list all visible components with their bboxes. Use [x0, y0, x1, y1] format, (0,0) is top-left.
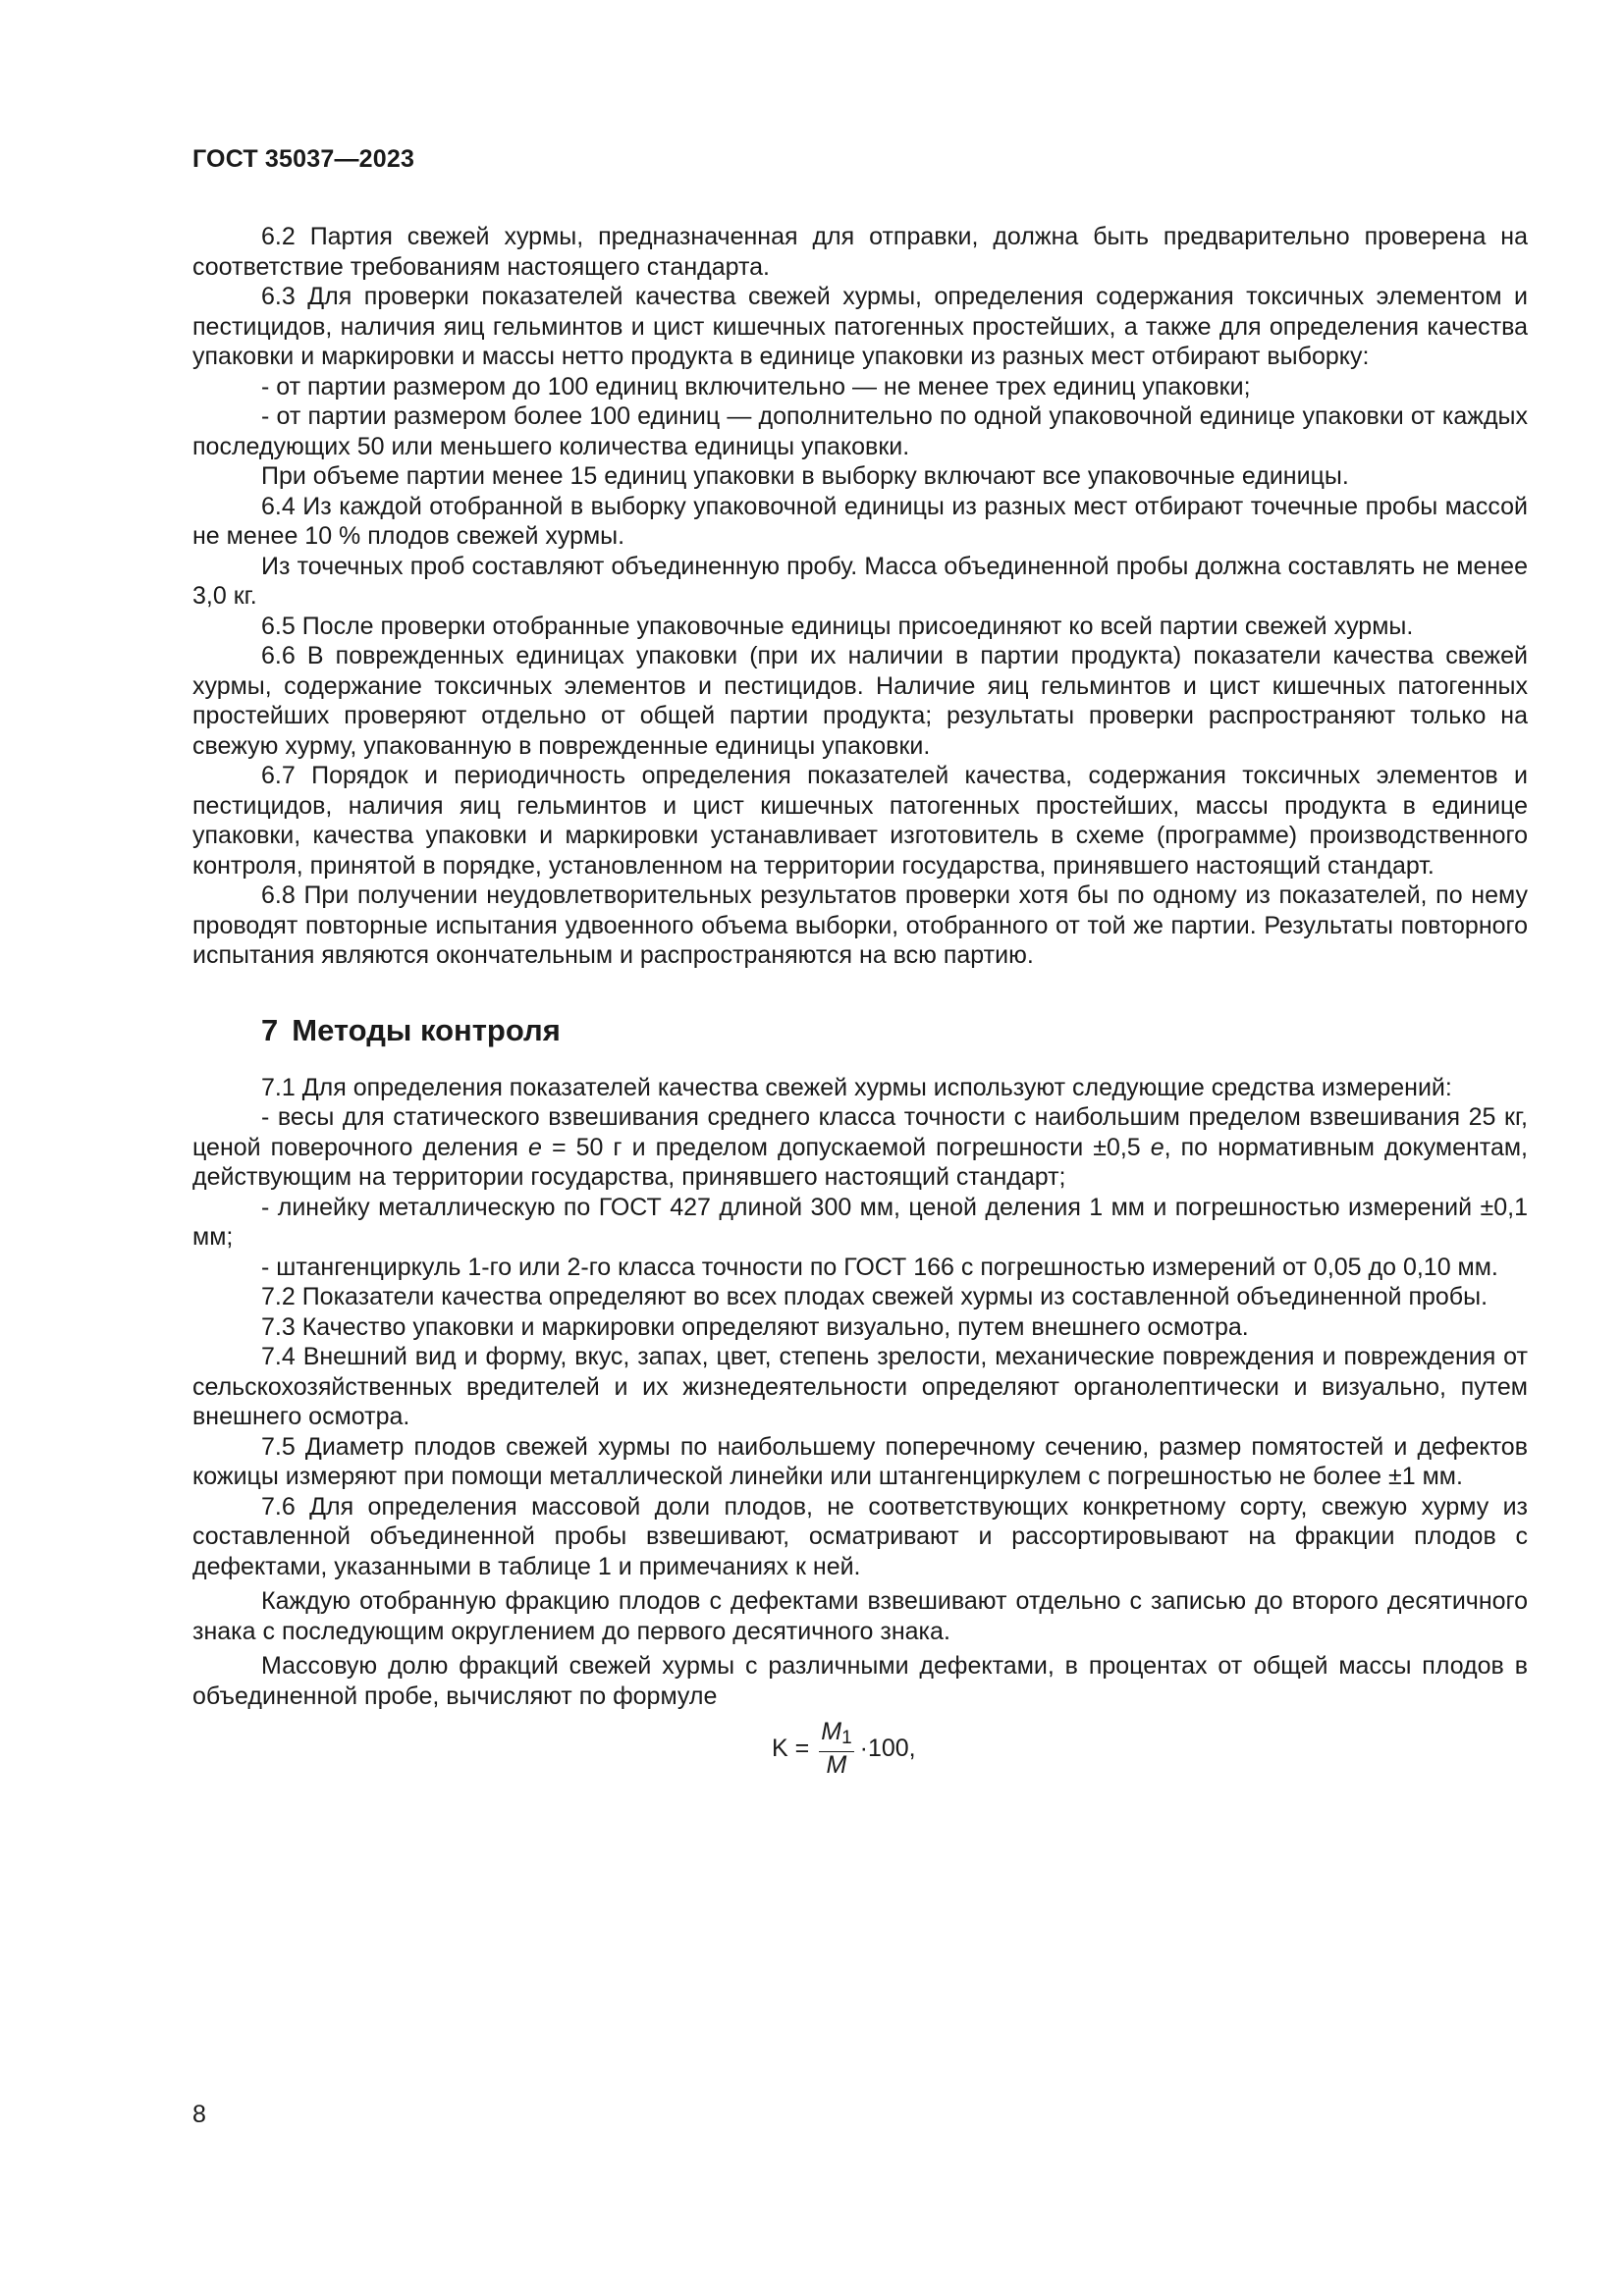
paragraph: 6.6 В поврежденных единицах упаковки (при их наличии в партии продукта) показатели качества свежей хурмы, содержание токсичных элементов и пестицидов. Наличие яиц гельминтов и цист кишечных патогенных простейших проверяют отдельно от общей партии продукта; результаты проверки распространяют только на свежую хурму, упакованную в поврежденные единицы упаковки.	[192, 642, 1528, 760]
list-item-scales: - весы для статического взвешивания среднего класса точности с наибольшим пределом взвешивания 25 кг, ценой поверочного деления е = 50 г и пределом допускаемой погрешности ±0,5 е, по нормативным документам, действующим на территории государства, принявшего настоящий стандарт;	[192, 1103, 1528, 1191]
paragraph: 7.5 Диаметр плодов свежей хурмы по наибольшему поперечному сечению, размер помятостей и дефектов кожицы измеряют при помощи металлической линейки или штангенциркулем с погрешностью не более ±1 мм.	[192, 1432, 1528, 1490]
paragraph: 6.4 Из каждой отобранной в выборку упаковочной единицы из разных мест отбирают точечные пробы массой не менее 10 % плодов свежей хурмы.	[192, 492, 1528, 550]
paragraph: 6.7 Порядок и периодичность определения показателей качества, содержания токсичных элементов и пестицидов, наличия яиц гельминтов и цист кишечных патогенных простейших, массы продукта в единице упаковки, качества упаковки и маркировки устанавливает изготовитель в схеме (программе) производственного контроля, принятой в порядке, установленном на территории государства, принявшего настоящий стандарт.	[192, 762, 1528, 880]
paragraph: 7.3 Качество упаковки и маркировки определяют визуально, путем внешнего осмотра.	[261, 1312, 1249, 1341]
paragraph: 7.6 Для определения массовой доли плодов, не соответствующих конкретному сорту, свежую хурму из составленной объединенной пробы взвешивают, осматривают и рассортировывают на фракции плодов с дефектами, указанными в таблице 1 и примечаниях к ней.	[192, 1492, 1528, 1580]
list-item: - штангенциркуль 1-го или 2-го класса точности по ГОСТ 166 с погрешностью измерений от 0,05 до 0,10 мм.	[261, 1253, 1498, 1281]
paragraph: 7.1 Для определения показателей качества свежей хурмы используют следующие средства измерений:	[261, 1073, 1452, 1101]
paragraph: При объеме партии менее 15 единиц упаковки в выборку включают все упаковочные единицы.	[261, 462, 1349, 490]
document-code-header: ГОСТ 35037—2023	[192, 145, 415, 173]
paragraph: 6.3 Для проверки показателей качества свежей хурмы, определения содержания токсичных элементом и пестицидов, наличия яиц гельминтов и цист кишечных патогенных простейших, а также для определения качества упаковки и маркировки и массы нетто продукта в единице упаковки из разных мест отбирают выборку:	[192, 283, 1528, 370]
paragraph: Массовую долю фракций свежей хурмы с различными дефектами, в процентах от общей массы плодов в объединенной пробе, вычисляют по формуле	[192, 1652, 1528, 1710]
page-number: 8	[192, 2101, 206, 2128]
paragraph: 6.5 После проверки отобранные упаковочные единицы присоединяют ко всей партии свежей хурмы.	[261, 612, 1414, 640]
formula-lhs: K =	[772, 1734, 810, 1762]
formula	[192, 1711, 1528, 1789]
paragraph: 7.2 Показатели качества определяют во всех плодах свежей хурмы из составленной объединенной пробы.	[261, 1283, 1489, 1310]
paragraph: 6.2 Партия свежей хурмы, предназначенная для отправки, должна быть предварительно проверена на соответствие требованиям настоящего стандарта.	[192, 223, 1528, 281]
section-heading	[261, 1014, 1528, 1047]
paragraph: 6.8 При получении неудовлетворительных результатов проверки хотя бы по одному из показателей, по нему проводят повторные испытания удвоенного объема выборки, отобранного от той же партии. Результаты повторного испытания являются окончательным и распространяются на всю партию.	[192, 881, 1528, 969]
formula-rhs: ·100,	[859, 1734, 916, 1762]
list-item: - от партии размером более 100 единиц — дополнительно по одной упаковочной единице упаковки от каждых последующих 50 или меньшего количества единицы упаковки.	[192, 402, 1528, 460]
paragraph: Из точечных проб составляют объединенную пробу. Масса объединенной пробы должна составлять не менее 3,0 кг.	[192, 552, 1528, 610]
list-item: - от партии размером до 100 единиц включительно — не менее трех единиц упаковки;	[261, 372, 1251, 400]
paragraph: Каждую отобранную фракцию плодов с дефектами взвешивают отдельно с записью до второго десятичного знака с последующим округлением до первого десятичного знака.	[192, 1587, 1528, 1645]
list-item: - линейку металлическую по ГОСТ 427 длиной 300 мм, ценой деления 1 мм и погрешностью измерений ±0,1 мм;	[192, 1193, 1528, 1251]
formula-fraction: $\frac{M_1}{M}$	[821, 1718, 852, 1779]
document-body	[192, 222, 1528, 1789]
section-number: 7	[261, 1012, 279, 1047]
paragraph: 7.4 Внешний вид и форму, вкус, запах, цвет, степень зрелости, механические повреждения и повреждения от сельскохозяйственных вредителей и их жизнедеятельности определяют органолептически и визуально, путем внешнего осмотра.	[192, 1343, 1528, 1430]
section-title: Методы контроля	[292, 1012, 561, 1047]
